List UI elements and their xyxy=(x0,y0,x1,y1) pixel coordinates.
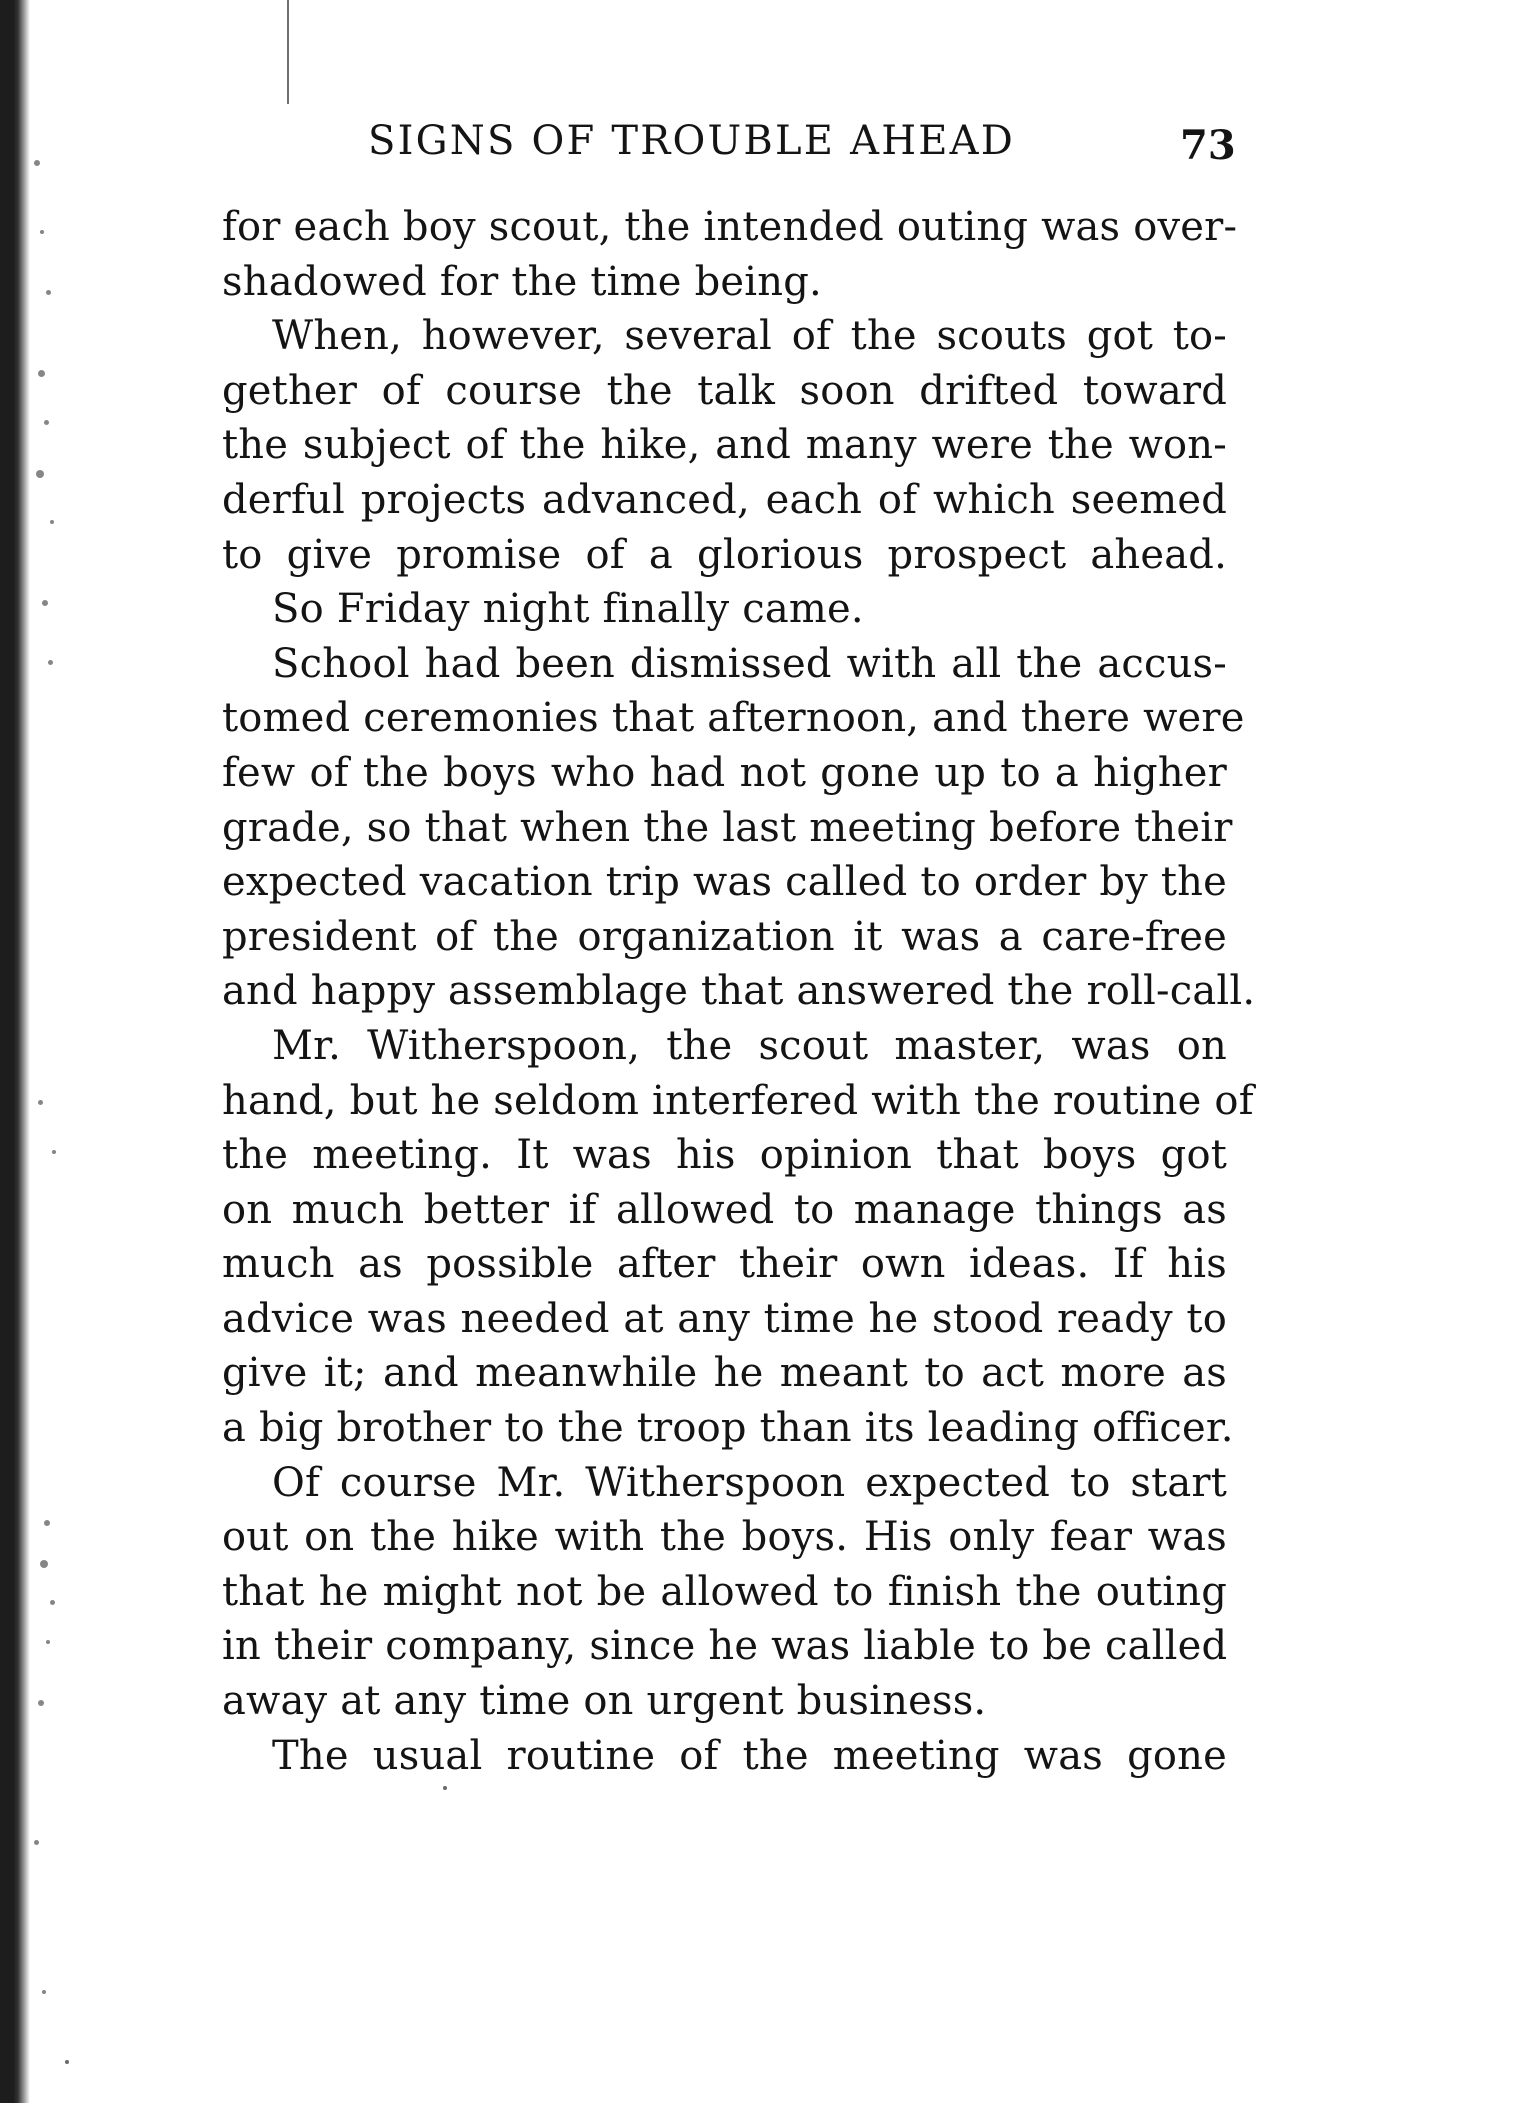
scan-speckle xyxy=(46,1640,50,1644)
scan-speckle xyxy=(38,1100,43,1105)
text-line: in their company, since he was liable to be called xyxy=(222,1623,1228,1670)
scan-speckle xyxy=(48,660,53,665)
text-line: out on the hike with the boys. His only fear was xyxy=(222,1514,1227,1561)
text-line: the meeting. It was his opinion that boys got xyxy=(222,1132,1227,1179)
scan-speckle xyxy=(38,370,45,377)
text-line: Mr. Witherspoon, the scout master, was on xyxy=(272,1022,1227,1069)
text-line: away at any time on urgent business. xyxy=(222,1678,987,1725)
text-line: few of the boys who had not gone up to a higher xyxy=(222,749,1227,796)
text-line: give it; and meanwhile he meant to act more as xyxy=(222,1350,1227,1397)
text-line: shadowed for the time being. xyxy=(222,258,822,305)
scan-speckle xyxy=(50,1600,55,1605)
scan-speckle xyxy=(44,1520,50,1526)
text-line: School had been dismissed with all the accus- xyxy=(272,640,1227,687)
text-line: So Friday night finally came. xyxy=(272,586,864,633)
scan-speckle xyxy=(52,1150,56,1154)
scan-speckle xyxy=(443,1786,447,1790)
text-line: president of the organization it was a care-free xyxy=(222,913,1227,960)
scan-speckle xyxy=(34,160,40,166)
text-line: The usual routine of the meeting was gone xyxy=(272,1732,1227,1779)
scan-speckle xyxy=(44,420,49,425)
text-line: derful projects advanced, each of which seemed xyxy=(222,476,1227,523)
scan-speckle xyxy=(42,1990,46,1994)
page-number: 73 xyxy=(1180,122,1236,169)
text-line: advice was needed at any time he stood ready to xyxy=(222,1295,1227,1342)
scan-speckle xyxy=(40,230,44,234)
scan-speckle xyxy=(46,290,51,295)
text-line: hand, but he seldom interfered with the routine of xyxy=(222,1077,1254,1124)
running-title: SIGNS OF TROUBLE AHEAD xyxy=(368,118,1016,164)
scan-speckle xyxy=(38,1700,44,1706)
text-line: on much better if allowed to manage things as xyxy=(222,1186,1227,1233)
text-line: for each boy scout, the intended outing was over- xyxy=(222,204,1238,250)
text-line: When, however, several of the scouts got to- xyxy=(272,313,1227,360)
scan-speckle xyxy=(40,1560,48,1568)
text-line: tomed ceremonies that afternoon, and there were xyxy=(222,695,1245,742)
text-line: the subject of the hike, and many were the won- xyxy=(222,422,1227,469)
text-line: that he might not be allowed to finish the outing xyxy=(222,1568,1227,1615)
scan-speckle xyxy=(65,2060,69,2064)
text-line: expected vacation trip was called to order by the xyxy=(222,859,1227,906)
text-line: grade, so that when the last meeting before their xyxy=(222,804,1233,851)
text-line: and happy assemblage that answered the roll-call. xyxy=(222,968,1256,1015)
text-line: gether of course the talk soon drifted toward xyxy=(222,367,1227,414)
scan-speckle xyxy=(36,470,44,478)
scan-speckle xyxy=(50,520,54,524)
scan-speckle xyxy=(42,600,48,606)
text-line: Of course Mr. Witherspoon expected to start xyxy=(272,1459,1227,1506)
text-line: to give promise of a glorious prospect ahead. xyxy=(222,531,1227,578)
body-text xyxy=(222,200,1256,1783)
scan-artifact-line xyxy=(287,0,289,104)
scan-speckle xyxy=(34,1840,39,1845)
scan-binding-edge xyxy=(0,0,30,2103)
text-line: much as possible after their own ideas. If his xyxy=(222,1241,1227,1288)
running-head xyxy=(224,118,1236,178)
text-line: a big brother to the troop than its leading officer. xyxy=(222,1405,1234,1452)
